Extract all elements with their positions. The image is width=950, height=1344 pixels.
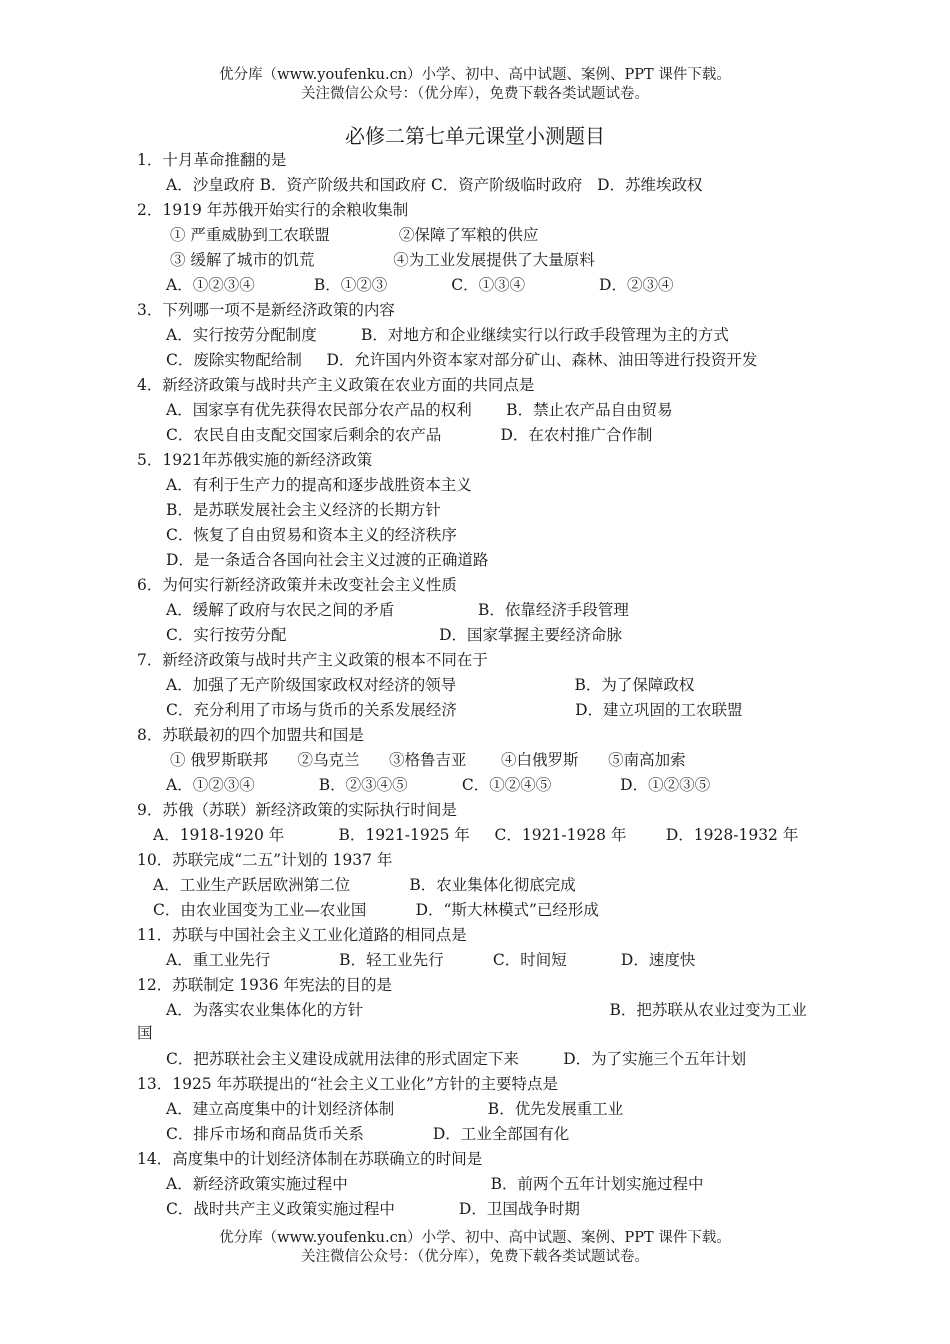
- question-9: 9．苏俄（苏联）新经济政策的实际执行时间是: [137, 801, 457, 819]
- options-14a: A．新经济政策实施过程中 B．前两个五年计划实施过程中: [166, 1175, 704, 1193]
- option-5a: A．有利于生产力的提高和逐步战胜资本主义: [166, 476, 472, 494]
- question-3: 3．下列哪一项不是新经济政策的内容: [137, 301, 395, 319]
- options-7a: A．加强了无产阶级国家政权对经济的领导 B．为了保障政权: [166, 676, 695, 694]
- options-12a-wrap: 国: [137, 1024, 153, 1042]
- document-title: 必修二第七单元课堂小测题目: [345, 124, 605, 148]
- question-4: 4．新经济政策与战时共产主义政策在农业方面的共同点是: [137, 376, 535, 394]
- options-14b: C．战时共产主义政策实施过程中 D．卫国战争时期: [166, 1200, 580, 1218]
- options-6a: A．缓解了政府与农民之间的矛盾 B．依靠经济手段管理: [166, 601, 629, 619]
- question-14: 14．高度集中的计划经济体制在苏联确立的时间是: [137, 1150, 483, 1168]
- question-12: 12．苏联制定 1936 年宪法的目的是: [137, 976, 393, 994]
- options-4a: A．国家享有优先获得农民部分农产品的权利 B．禁止农产品自由贸易: [166, 401, 673, 419]
- options-2: A．①②③④ B．①②③ C．①③④ D．②③④: [166, 276, 674, 294]
- options-12a: A．为落实农业集体化的方针 B．把苏联从农业过变为工业: [166, 1001, 807, 1019]
- question-5: 5．1921年苏俄实施的新经济政策: [137, 451, 373, 469]
- option-5d: D．是一条适合各国向社会主义过渡的正确道路: [166, 551, 489, 569]
- options-6b: C．实行按劳分配 D．国家掌握主要经济命脉: [166, 626, 623, 644]
- options-4b: C．农民自由支配交国家后剩余的农产品 D．在农村推广合作制: [166, 426, 653, 444]
- question-10: 10．苏联完成“二五”计划的 1937 年: [137, 851, 393, 869]
- options-10a: A．工业生产跃居欧洲第二位 B．农业集体化彻底完成: [153, 876, 576, 894]
- question-2: 2．1919 年苏俄开始实行的余粮收集制: [137, 201, 409, 219]
- option-5c: C．恢复了自由贸易和资本主义的经济秩序: [166, 526, 457, 544]
- header-line-2: 关注微信公众号：（优分库），免费下载各类试题试卷。: [301, 86, 649, 102]
- options-12b: C．把苏联社会主义建设成就用法律的形式固定下来 D．为了实施三个五年计划: [166, 1050, 747, 1068]
- question-11: 11．苏联与中国社会主义工业化道路的相同点是: [137, 926, 467, 944]
- question-13: 13．1925 年苏联提出的“社会主义工业化”方针的主要特点是: [137, 1075, 558, 1093]
- question-8: 8．苏联最初的四个加盟共和国是: [137, 726, 364, 744]
- footer-line-2: 关注微信公众号：（优分库），免费下载各类试题试卷。: [301, 1249, 649, 1265]
- options-3b: C．废除实物配给制 D．允许国内外资本家对部分矿山、森林、油田等进行投资开发: [166, 351, 758, 369]
- footer-line-1: 优分库（www.youfenku.cn）小学、初中、高中试题、案例、PPT 课件下载。: [219, 1230, 731, 1246]
- options-1: A．沙皇政府 B．资产阶级共和国政府 C．资产阶级临时政府 D．苏维埃政权: [166, 176, 703, 194]
- statements-2a: ① 严重威胁到工农联盟 ②保障了军粮的供应: [170, 226, 539, 244]
- option-5b: B．是苏联发展社会主义经济的长期方针: [166, 501, 441, 519]
- header-line-1: 优分库（www.youfenku.cn）小学、初中、高中试题、案例、PPT 课件下载。: [219, 67, 731, 83]
- statements-2b: ③ 缓解了城市的饥荒 ④为工业发展提供了大量原料: [170, 251, 595, 269]
- options-9: A．1918-1920 年 B．1921-1925 年 C．1921-1928 年 D．1928-1932 年: [153, 826, 799, 844]
- question-6: 6．为何实行新经济政策并未改变社会主义性质: [137, 576, 457, 594]
- statements-8: ① 俄罗斯联邦 ②乌克兰 ③格鲁吉亚 ④白俄罗斯 ⑤南高加索: [170, 751, 686, 769]
- options-11: A．重工业先行 B．轻工业先行 C．时间短 D．速度快: [166, 951, 696, 969]
- question-7: 7．新经济政策与战时共产主义政策的根本不同在于: [137, 651, 488, 669]
- options-8: A．①②③④ B．②③④⑤ C．①②④⑤ D．①②③⑤: [166, 776, 711, 794]
- options-7b: C．充分利用了市场与货币的关系发展经济 D．建立巩固的工农联盟: [166, 701, 743, 719]
- options-13a: A．建立高度集中的计划经济体制 B．优先发展重工业: [166, 1100, 624, 1118]
- question-1: 1．十月革命推翻的是: [137, 151, 287, 169]
- options-13b: C．排斥市场和商品货币关系 D．工业全部国有化: [166, 1125, 570, 1143]
- options-10b: C．由农业国变为工业—农业国 D．“斯大林模式”已经形成: [153, 901, 599, 919]
- options-3a: A．实行按劳分配制度 B．对地方和企业继续实行以行政手段管理为主的方式: [166, 326, 729, 344]
